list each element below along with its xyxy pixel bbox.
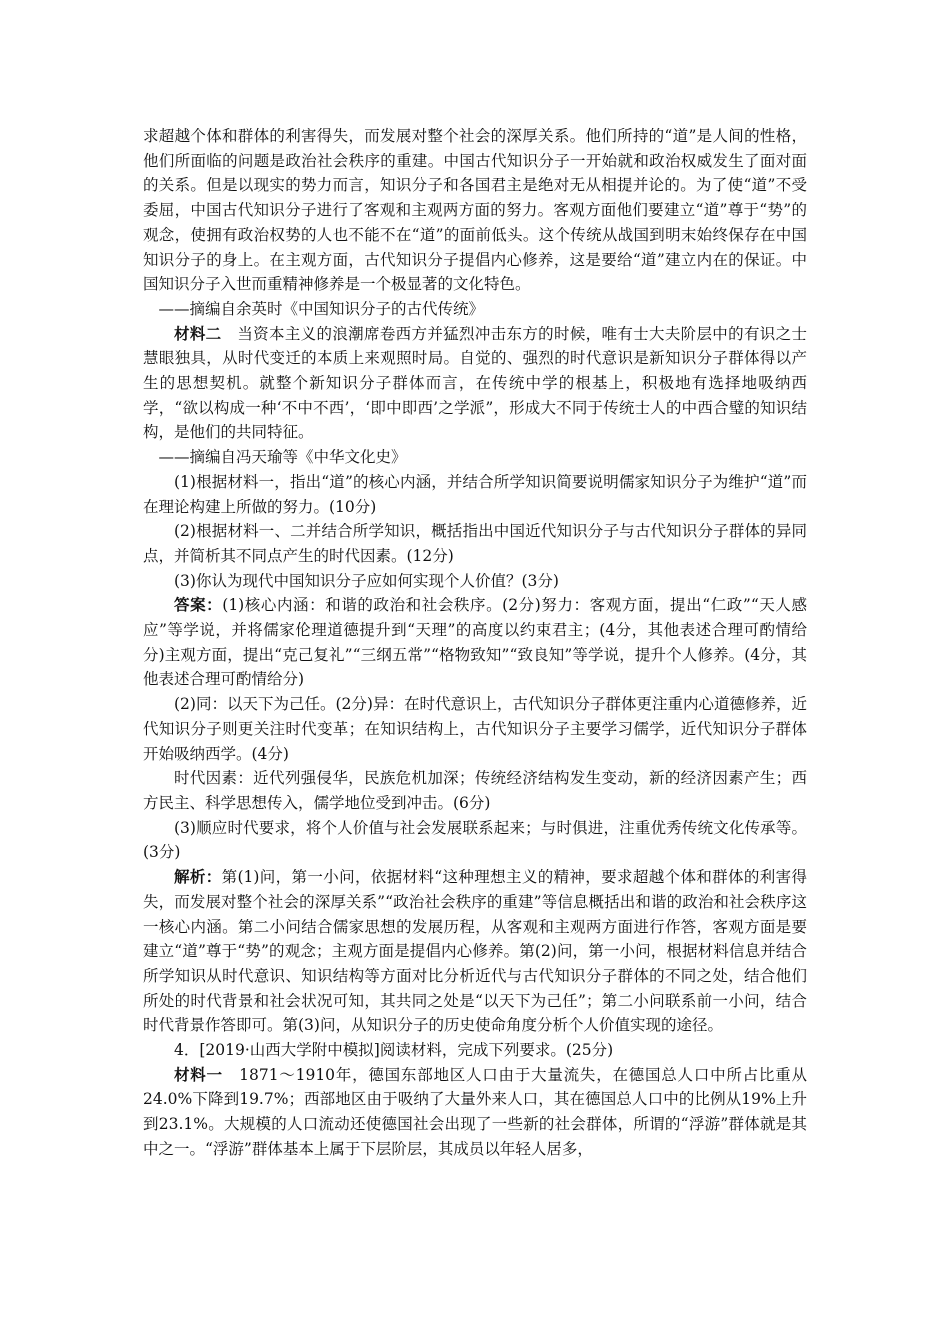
question-4-heading: 4．[2019·山西大学附中模拟]阅读材料，完成下列要求。(25分) bbox=[174, 1041, 614, 1060]
material2-paragraph bbox=[143, 322, 807, 446]
analysis-label: 解析： bbox=[174, 867, 222, 887]
source-1: ——摘编自余英时《中国知识分子的古代传统》 bbox=[158, 299, 485, 318]
answer-1-text: (1)核心内涵：和谐的政治和社会秩序。(2分)努力：客观方面，提出“仁政”“天人感应”等学说，并将儒家伦理道德提升到“天理”的高度以约束君主；(4分，其他表述合理可酌情给分)主观方面，提出“克己复礼”“三纲五常”“格物致知”“致良知”等学说，提升个人修养。(4分，其他表述合理可酌情给分) bbox=[143, 596, 807, 689]
document-page bbox=[143, 124, 807, 1162]
q4-material1-label: 材料一 bbox=[174, 1064, 223, 1084]
analysis-text: 第(1)问，第一小问，依据材料“这种理想主义的精神，要求超越个体和群体的利害得失，而发展对整个社会的深厚关系”“政治社会秩序的重建”等信息概括出和谐的政治和社会秩序这一核心内涵。第二小问结合儒家思想的发展历程，从客观和主观两方面进行作答，客观方面是要建立“道”尊于“势”的观念；主观方面是提倡内心修养。第(2)问，第一小问，根据材料信息并结合所学知识从时代意识、知识结构等方面对比分析近代与古代知识分子群体的不同之处，结合他们所处的时代背景和社会状况可知，其共同之处是“以天下为己任”；第二小问联系前一小问，结合时代背景作答即可。第(3)问，从知识分子的历史使命角度分析个人价值实现的途径。 bbox=[143, 868, 807, 1035]
q4-material1-text: 1871～1910年，德国东部地区人口由于大量流失，在德国总人口中所占比重从24.0%下降到19.7%；西部地区由于吸纳了大量外来人口，其在德国总人口中的比例从19%上升到23.1%。大规模的人口流动还使德国社会出现了一些新的社会群体，所谓的“浮游”群体就是其中之一。“浮游”群体基本上属于下层阶层，其成员以年轻人居多， bbox=[143, 1065, 807, 1158]
question-2: (2)根据材料一、二并结合所学知识，概括指出中国近代知识分子与古代知识分子群体的异同点，并简析其不同点产生的时代因素。(12分) bbox=[143, 522, 807, 565]
question-3: (3)你认为现代中国知识分子应如何实现个人价值？(3分) bbox=[174, 571, 559, 590]
answer-3: (3)顺应时代要求，将个人价值与社会发展联系起来；与时俱进，注重优秀传统文化传承等。(3分) bbox=[143, 818, 807, 862]
answer-2: (2)同：以天下为己任。(2分)异：在时代意识上，古代知识分子群体更注重内心道德修养，近代知识分子则更关注时代变革；在知识结构上，古代知识分子主要学习儒学，近代知识分子群体开始吸纳西学。(4分) bbox=[143, 695, 807, 763]
question-1: (1)根据材料一，指出“道”的核心内涵，并结合所学知识简要说明儒家知识分子为维护“道”而在理论构建上所做的努力。(10分) bbox=[143, 472, 807, 516]
q4-material1-paragraph bbox=[143, 1063, 807, 1162]
answer-label: 答案： bbox=[174, 595, 223, 615]
source-2: ——摘编自冯天瑜等《中华文化史》 bbox=[158, 448, 407, 467]
answer-1-paragraph bbox=[143, 593, 807, 692]
answer-2-factors: 时代因素：近代列强侵华，民族危机加深；传统经济结构发生变动，新的经济因素产生；西方民主、科学思想传入，儒学地位受到冲击。(6分) bbox=[143, 769, 807, 812]
material2-text: 当资本主义的浪潮席卷西方并猛烈冲击东方的时候，唯有士大夫阶层中的有识之士慧眼独具，从时代变迁的本质上来观照时局。自觉的、强烈的时代意识是新知识分子群体得以产生的思想契机。就整个新知识分子群体而言，在传统中学的根基上，积极地有选择地吸纳西学，“欲以构成一种‘不中不西’，‘即中即西’之学派”，形成大不同于传统士人的中西合璧的知识结构，是他们的共同特征。 bbox=[143, 324, 807, 442]
material1-continued: 求超越个体和群体的利害得失，而发展对整个社会的深厚关系。他们所持的“道”是人间的性格，他们所面临的问题是政治社会秩序的重建。中国古代知识分子一开始就和政治权威发生了面对面的关系。但是以现实的势力而言，知识分子和各国君主是绝对无从相提并论的。为了使“道”不受委屈，中国古代知识分子进行了客观和主观两方面的努力。客观方面他们要建立“道”尊于“势”的观念，使拥有政治权势的人也不能不在“道”的面前低头。这个传统从战国到明末始终保存在中国知识分子的身上。在主观方面，古代知识分子提倡内心修养，这是要给“道”建立内在的保证。中国知识分子入世而重精神修养是一个极显著的文化特色。 bbox=[143, 127, 807, 294]
material2-label: 材料二 bbox=[174, 323, 222, 343]
analysis-paragraph bbox=[143, 865, 807, 1038]
